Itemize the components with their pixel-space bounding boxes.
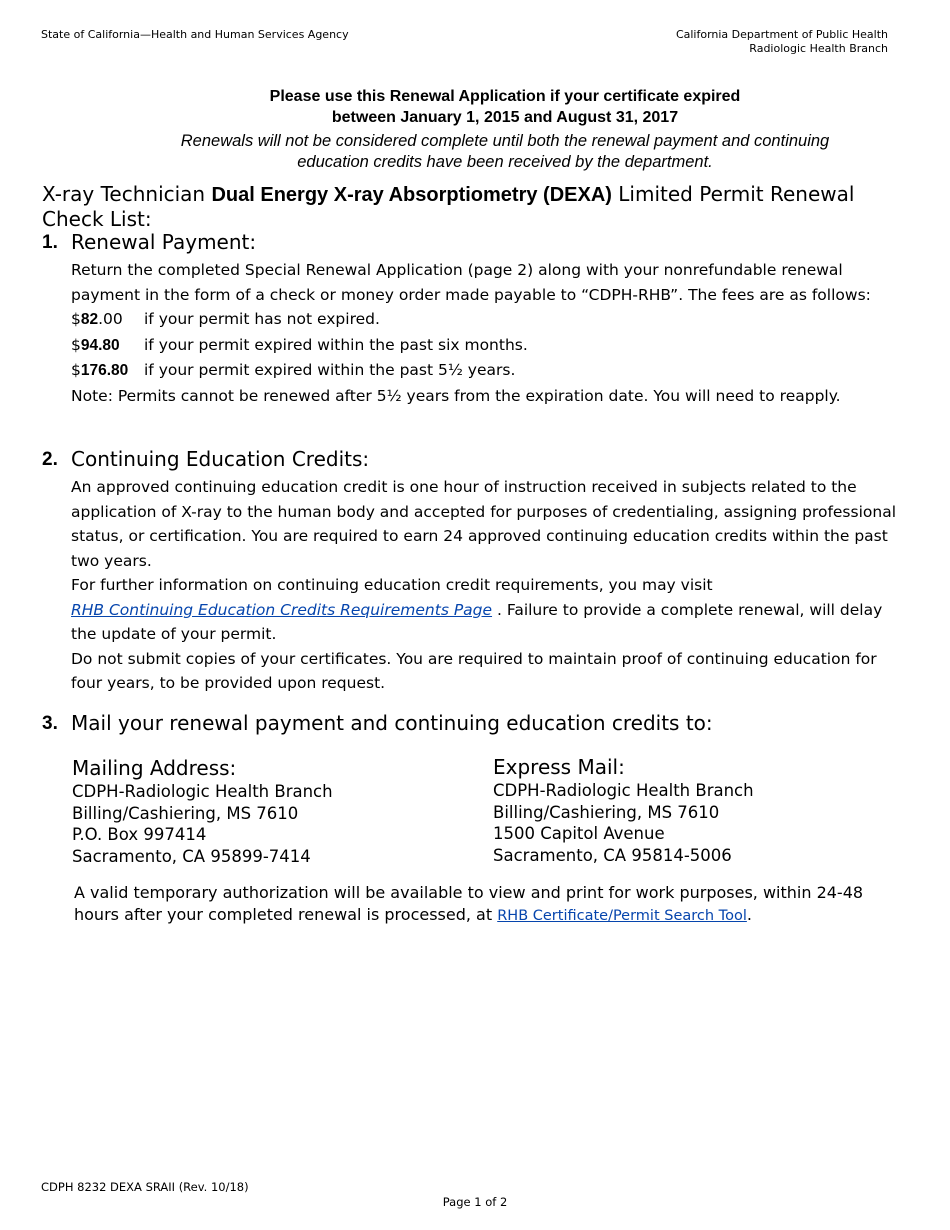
fee-row: $82.00 if your permit has not expired.: [71, 310, 380, 328]
title-bold: Dual Energy X-ray Absorptiometry (DEXA): [211, 184, 612, 206]
notice-line-2: between January 1, 2015 and August 31, 2017: [331, 109, 679, 126]
ce-certificates-note: Do not submit copies of your certificates. You are required to maintain proof of continuing education for four years, to be provided upon request.: [71, 649, 877, 692]
ce-definition: An approved continuing education credit is one hour of instruction received in subjects related to the application of X-ray to the human body and accepted for purposes of credentialing, assigning professional status, or certification. You are required to earn 24 approved continuing education credits within the past two years.: [71, 478, 897, 570]
fee-row: $94.80 if your permit expired within the past six months.: [71, 335, 528, 354]
permit-search-link[interactable]: RHB Certificate/Permit Search Tool: [497, 908, 747, 924]
section-2-number: 2.: [42, 449, 58, 470]
department-name: California Department of Public Health: [675, 28, 888, 41]
address-line: Sacramento, CA 95899-7414: [72, 846, 311, 866]
branch-name: Radiologic Health Branch: [749, 42, 888, 55]
fee-description: if your permit has not expired.: [144, 310, 380, 328]
temporary-authorization-text: A valid temporary authorization will be available to view and print for work purposes, within 24-48 hours after your completed renewal is processed, at RHB Certificate/Permit Search Tool.: [74, 883, 864, 924]
mailing-address-heading: Mailing Address:: [72, 756, 237, 780]
section-2-heading: Continuing Education Credits:: [71, 447, 370, 471]
express-mail-address: [493, 754, 754, 866]
address-line: 1500 Capitol Avenue: [493, 824, 665, 843]
section-3-heading: Mail your renewal payment and continuing education credits to:: [71, 711, 713, 735]
express-mail-heading: Express Mail:: [493, 755, 625, 779]
fee-description: if your permit expired within the past 5½ years.: [144, 361, 516, 379]
address-line: Billing/Cashiering, MS 7610: [72, 803, 299, 823]
title-prefix: X-ray Technician: [42, 182, 212, 206]
section-3-number: 3.: [42, 713, 58, 734]
document-title: [42, 182, 854, 208]
address-line: P.O. Box 997414: [72, 825, 207, 844]
address-line: CDPH-Radiologic Health Branch: [72, 782, 333, 801]
title-suffix: Limited Permit Renewal: [611, 182, 855, 206]
completion-notice: [110, 131, 900, 173]
checklist-label: Check List:: [42, 207, 152, 231]
section-1-number: 1.: [42, 232, 58, 253]
renewal-notice: [135, 86, 875, 128]
form-id: CDPH 8232 DEXA SRAII (Rev. 10/18): [41, 1180, 249, 1194]
section-1-heading: Renewal Payment:: [71, 230, 257, 254]
completion-line-2: education credits have been received by the department.: [297, 153, 713, 171]
section-2-body: [71, 475, 911, 696]
address-line: Billing/Cashiering, MS 7610: [493, 802, 720, 822]
ce-info: For further information on continuing education credit requirements, you may visit RHB Continuing Education Credits Requirements Page . Failure to provide a complete renewal, will delay the update of your permit.: [71, 576, 883, 643]
department-header: [676, 28, 888, 56]
mailing-address: [72, 755, 333, 867]
fee-row: $176.80 if your permit expired within the past 5½ years.: [71, 361, 516, 379]
renewal-note: Note: Permits cannot be renewed after 5½ years from the expiration date. You will need to reapply.: [71, 386, 841, 405]
payment-instructions: Return the completed Special Renewal Application (page 2) along with your nonrefundable renewal payment in the form of a check or money order made payable to “CDPH-RHB”. The fees are as follows:: [71, 261, 871, 304]
completion-line-1: Renewals will not be considered complete until both the renewal payment and continuing: [180, 132, 830, 150]
agency-header: State of California—Health and Human Services Agency: [41, 28, 349, 41]
section-1-body: [71, 258, 911, 408]
notice-line-1: Please use this Renewal Application if your certificate expired: [269, 88, 741, 105]
fee-description: if your permit expired within the past six months.: [144, 335, 528, 354]
page-number: Page 1 of 2: [442, 1195, 508, 1209]
ce-requirements-link[interactable]: RHB Continuing Education Credits Requirements Page: [71, 600, 493, 619]
address-line: Sacramento, CA 95814-5006: [493, 845, 732, 865]
address-line: CDPH-Radiologic Health Branch: [493, 781, 754, 800]
